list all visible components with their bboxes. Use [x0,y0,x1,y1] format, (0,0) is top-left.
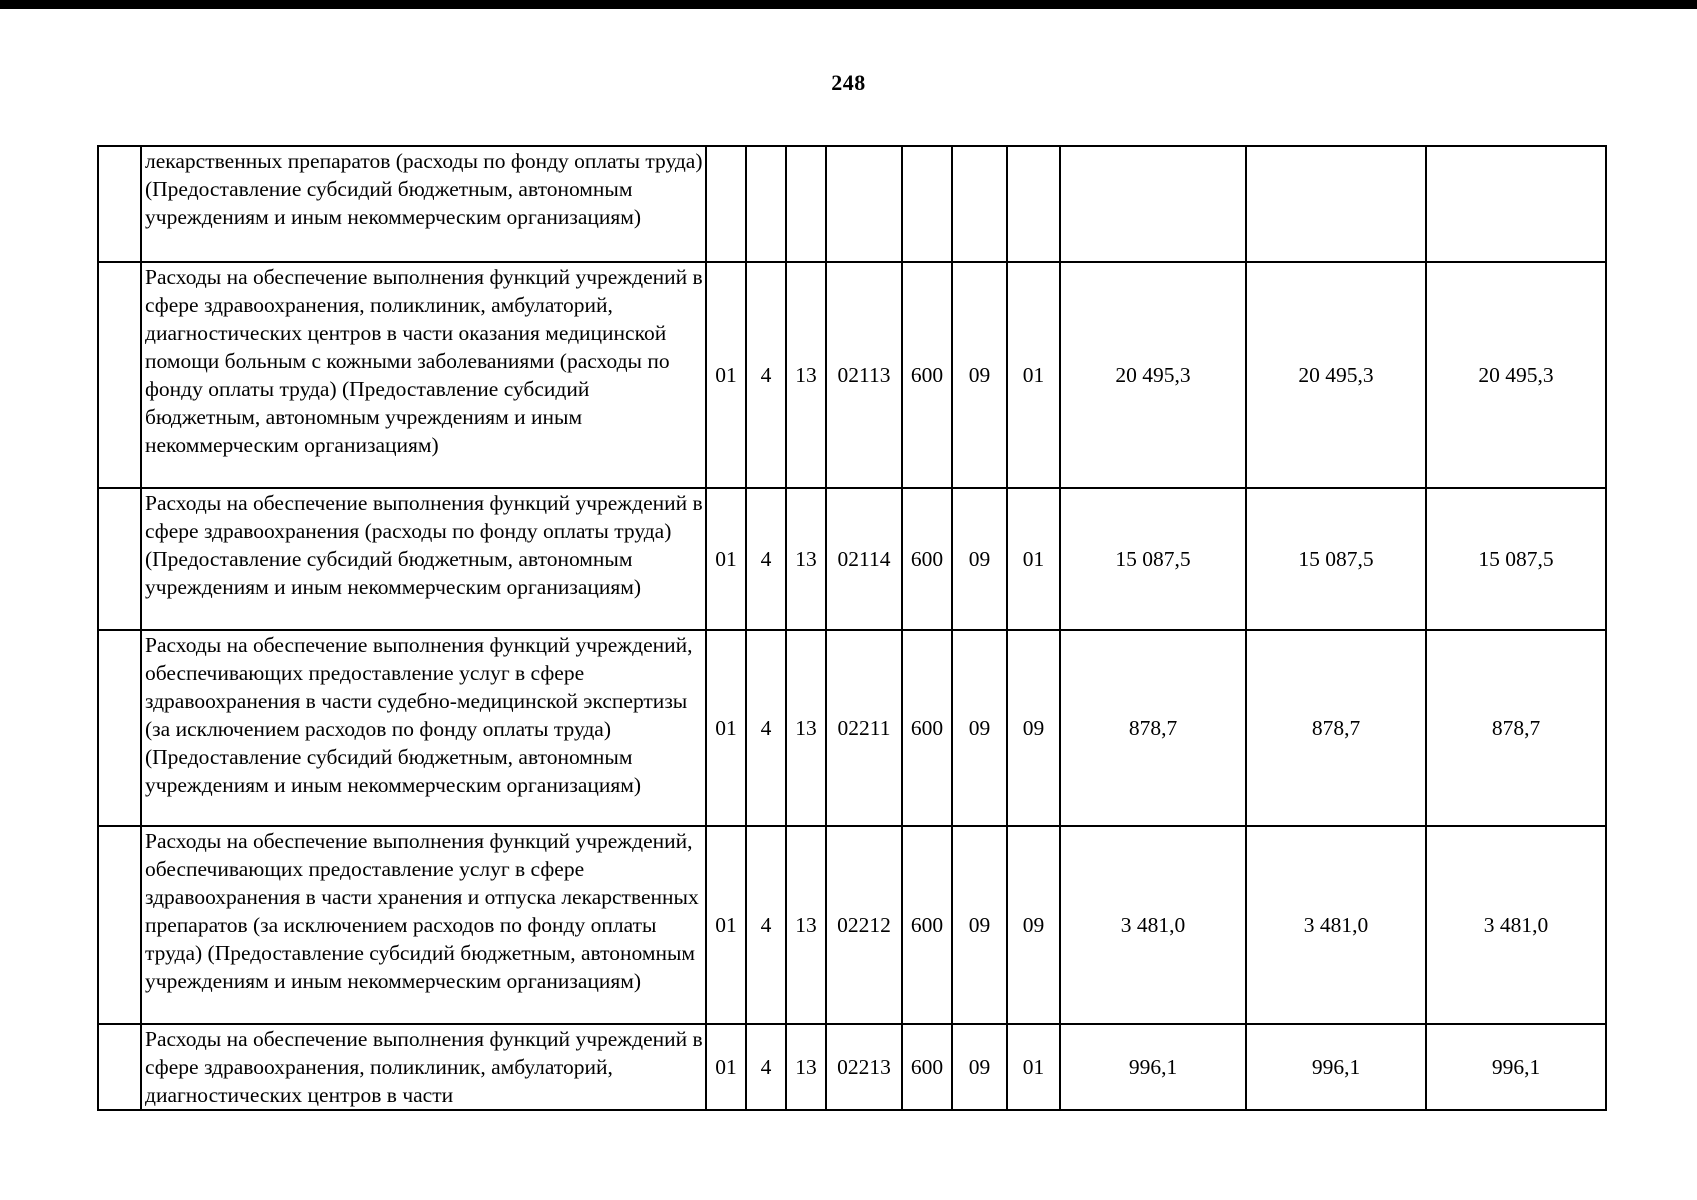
amount-cell: 20 495,3 [1060,262,1246,488]
amount-cell [1246,146,1426,262]
amount-cell: 3 481,0 [1426,826,1606,1024]
amount-cell: 996,1 [1426,1024,1606,1110]
table-row [98,826,1606,1024]
row-blank-cell [98,146,141,262]
code-cell: 01 [706,488,746,630]
code-cell: 09 [952,1024,1007,1110]
code-cell: 13 [786,1024,826,1110]
budget-table [97,145,1607,1111]
code-cell [706,146,746,262]
table-row [98,488,1606,630]
code-cell: 600 [902,1024,952,1110]
amount-cell: 878,7 [1426,630,1606,826]
row-description: лекарственных препаратов (расходы по фонду оплаты труда) (Предоставление субсидий бюджетным, автономным учреждениям и иным некоммерческим организациям) [141,146,706,262]
row-blank-cell [98,1024,141,1110]
amount-cell: 15 087,5 [1426,488,1606,630]
amount-cell: 996,1 [1060,1024,1246,1110]
code-cell: 600 [902,262,952,488]
code-cell: 13 [786,488,826,630]
row-blank-cell [98,488,141,630]
code-cell: 09 [952,262,1007,488]
table-row [98,630,1606,826]
row-blank-cell [98,826,141,1024]
code-cell: 02213 [826,1024,902,1110]
amount-cell: 3 481,0 [1060,826,1246,1024]
code-cell [826,146,902,262]
amount-cell: 878,7 [1246,630,1426,826]
page-number: 248 [831,70,866,95]
code-cell: 02114 [826,488,902,630]
code-cell: 13 [786,262,826,488]
amount-cell: 20 495,3 [1426,262,1606,488]
amount-cell: 996,1 [1246,1024,1426,1110]
code-cell: 02212 [826,826,902,1024]
code-cell: 02113 [826,262,902,488]
code-cell: 01 [706,826,746,1024]
row-description: Расходы на обеспечение выполнения функций учреждений в сфере здравоохранения, поликлиник, амбулаторий, диагностических центров в части [141,1024,706,1110]
code-cell: 4 [746,262,786,488]
code-cell: 09 [1007,826,1060,1024]
table-row [98,1024,1606,1110]
code-cell: 01 [1007,1024,1060,1110]
code-cell: 600 [902,826,952,1024]
code-cell: 09 [952,630,1007,826]
code-cell [786,146,826,262]
amount-cell: 15 087,5 [1246,488,1426,630]
table-row [98,262,1606,488]
amount-cell [1426,146,1606,262]
code-cell [952,146,1007,262]
code-cell: 600 [902,630,952,826]
scan-top-border [0,0,1697,9]
code-cell: 02211 [826,630,902,826]
code-cell: 09 [1007,630,1060,826]
row-description: Расходы на обеспечение выполнения функций учреждений в сфере здравоохранения (расходы по фонду оплаты труда) (Предоставление субсидий бюджетным, автономным учреждениям и иным некоммерческим организациям) [141,488,706,630]
code-cell: 01 [1007,262,1060,488]
row-blank-cell [98,262,141,488]
code-cell: 4 [746,1024,786,1110]
code-cell: 4 [746,630,786,826]
table-row [98,146,1606,262]
code-cell: 01 [1007,488,1060,630]
row-blank-cell [98,630,141,826]
code-cell [746,146,786,262]
code-cell: 01 [706,1024,746,1110]
row-description: Расходы на обеспечение выполнения функций учреждений в сфере здравоохранения, поликлиник, амбулаторий, диагностических центров в части оказания медицинской помощи больным с кожными заболеваниями (расходы по фонду оплаты труда) (Предоставление субсидий бюджетным, автономным учреждениям и иным некоммерческим организациям) [141,262,706,488]
code-cell [1007,146,1060,262]
code-cell: 13 [786,826,826,1024]
amount-cell: 878,7 [1060,630,1246,826]
code-cell [902,146,952,262]
amount-cell: 15 087,5 [1060,488,1246,630]
code-cell: 13 [786,630,826,826]
code-cell: 4 [746,488,786,630]
code-cell: 09 [952,826,1007,1024]
row-description: Расходы на обеспечение выполнения функций учреждений, обеспечивающих предоставление услуг в сфере здравоохранения в части судебно-медицинской экспертизы (за исключением расходов по фонду оплаты труда) (Предоставление субсидий бюджетным, автономным учреждениям и иным некоммерческим организациям) [141,630,706,826]
amount-cell [1060,146,1246,262]
code-cell: 600 [902,488,952,630]
code-cell: 01 [706,630,746,826]
code-cell: 09 [952,488,1007,630]
row-description: Расходы на обеспечение выполнения функций учреждений, обеспечивающих предоставление услуг в сфере здравоохранения в части хранения и отпуска лекарственных препаратов (за исключением расходов по фонду оплаты труда) (Предоставление субсидий бюджетным, автономным учреждениям и иным некоммерческим организациям) [141,826,706,1024]
code-cell: 01 [706,262,746,488]
amount-cell: 20 495,3 [1246,262,1426,488]
amount-cell: 3 481,0 [1246,826,1426,1024]
code-cell: 4 [746,826,786,1024]
